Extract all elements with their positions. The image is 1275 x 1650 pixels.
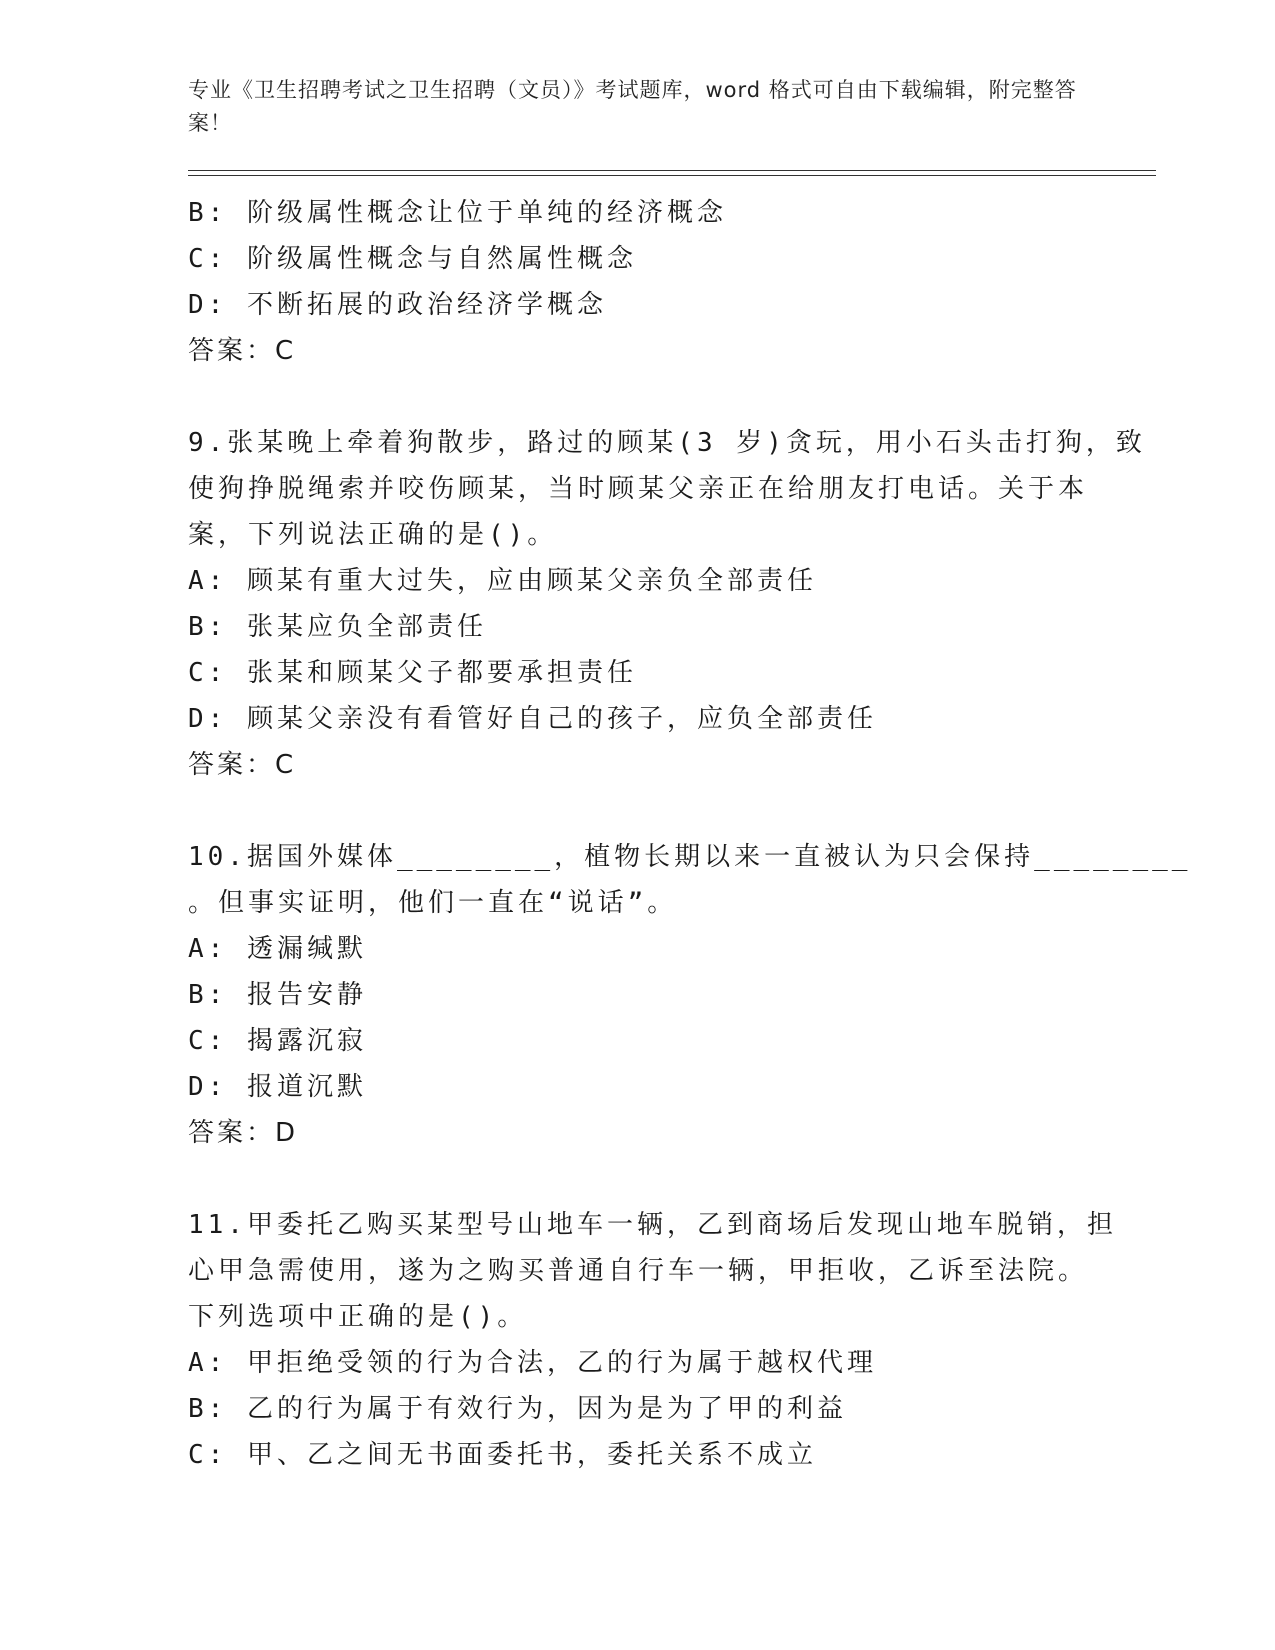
answer: 答案：C: [188, 750, 297, 780]
header-title: 专业《卫生招聘考试之卫生招聘（文员）》考试题库，word 格式可自由下载编辑，附完整答案！: [188, 78, 1077, 135]
question-stem-line: 10.据国外媒体________，植物长期以来一直被认为只会保持________: [188, 842, 1192, 872]
document-body: [188, 190, 1192, 1478]
question-stem-line: 下列选项中正确的是()。: [188, 1302, 528, 1332]
option-d: D: 报道沉默: [188, 1072, 367, 1102]
question-stem-line: 9.张某晚上牵着狗散步，路过的顾某(3 岁)贪玩，用小石头击打狗，致: [188, 428, 1146, 458]
question-8-tail: [188, 190, 1088, 374]
header-divider-bottom: [188, 175, 1156, 176]
question-stem-line: 案，下列说法正确的是()。: [188, 520, 558, 550]
header-divider-top: [188, 170, 1156, 171]
question-9: [188, 420, 1146, 788]
option-a: A: 透漏缄默: [188, 934, 367, 964]
spacer: [188, 374, 1088, 420]
option-a: A: 顾某有重大过失，应由顾某父亲负全部责任: [188, 566, 817, 596]
option-c: C: 甲、乙之间无书面委托书，委托关系不成立: [188, 1440, 817, 1470]
question-11: [188, 1202, 1117, 1478]
spacer: [188, 1156, 1088, 1202]
spacer: [188, 788, 1088, 834]
option-d: D: 顾某父亲没有看管好自己的孩子，应负全部责任: [188, 704, 877, 734]
option-c: C: 揭露沉寂: [188, 1026, 367, 1056]
option-b: B: 张某应负全部责任: [188, 612, 487, 642]
question-stem-line: 使狗挣脱绳索并咬伤顾某，当时顾某父亲正在给朋友打电话。关于本: [188, 474, 1089, 504]
question-stem-line: 11.甲委托乙购买某型号山地车一辆，乙到商场后发现山地车脱销，担: [188, 1210, 1117, 1240]
document-header: [188, 74, 1088, 140]
option-b: B: 报告安静: [188, 980, 367, 1010]
option-d: D: 不断拓展的政治经济学概念: [188, 290, 607, 320]
answer: 答案：D: [188, 1118, 299, 1148]
option-c: C: 张某和顾某父子都要承担责任: [188, 658, 637, 688]
option-c: C: 阶级属性概念与自然属性概念: [188, 244, 637, 274]
question-stem-line: 。但事实证明，他们一直在“说话”。: [188, 888, 678, 918]
question-10: [188, 834, 1192, 1156]
answer: 答案：C: [188, 336, 297, 366]
option-b: B: 乙的行为属于有效行为，因为是为了甲的利益: [188, 1394, 847, 1424]
question-stem-line: 心甲急需使用，遂为之购买普通自行车一辆，甲拒收，乙诉至法院。: [188, 1256, 1089, 1286]
option-b: B: 阶级属性概念让位于单纯的经济概念: [188, 198, 727, 228]
option-a: A: 甲拒绝受领的行为合法，乙的行为属于越权代理: [188, 1348, 877, 1378]
